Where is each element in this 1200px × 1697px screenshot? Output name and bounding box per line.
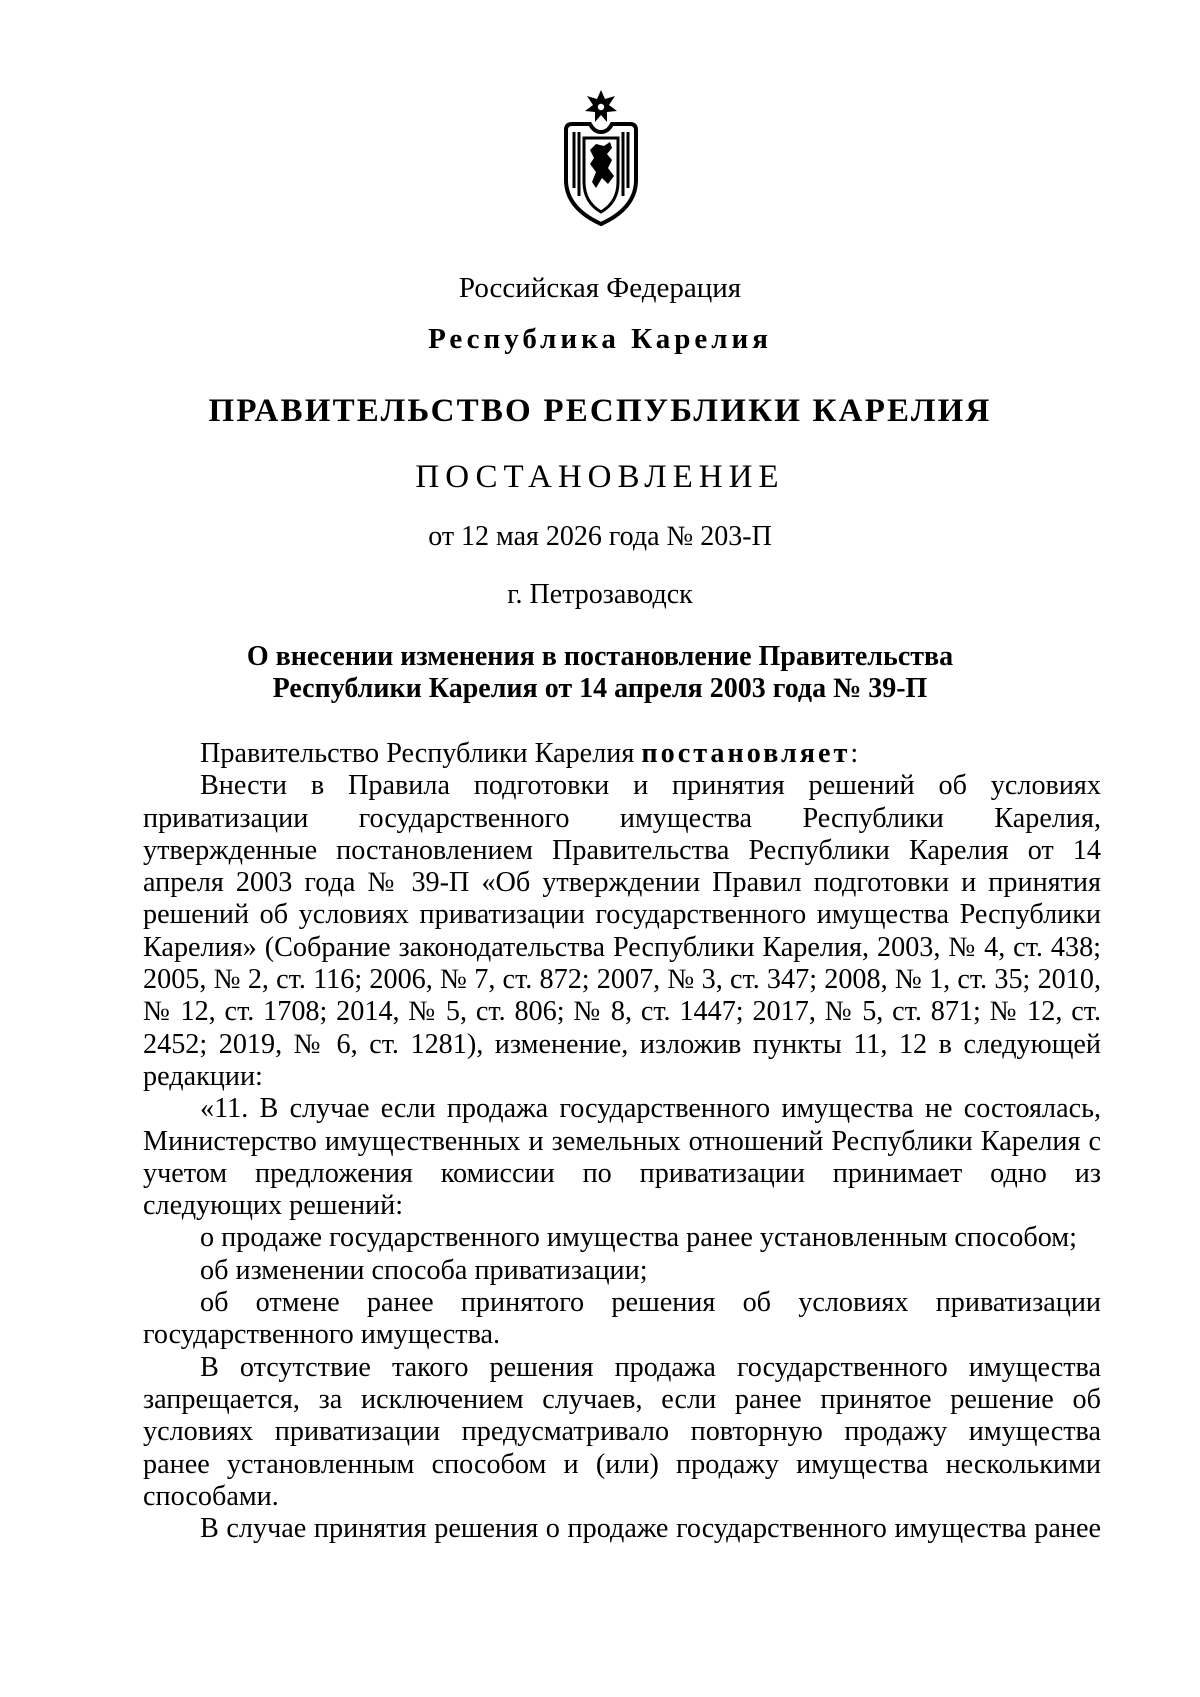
document-type: ПОСТАНОВЛЕНИЕ: [415, 459, 785, 495]
paragraph-7: В случае принятия решения о продаже государственного имущества ранее: [200, 1513, 1101, 1545]
preamble-verb: постановляет: [641, 738, 851, 769]
paragraph-4: об изменении способа приватизации;: [200, 1254, 648, 1286]
republic-heading: Республика Карелия: [428, 323, 772, 355]
preamble-colon: :: [850, 738, 859, 769]
preamble-text: Правительство Республики Карелия: [200, 738, 642, 769]
paragraph-2: «11. В случае если продажа государственного имущества не состоялась, Министерство имущественных и земельных отношений Республики Карелия с учетом предложения комиссии по приватизации принимает одно из следующих решений:: [143, 1093, 1101, 1222]
city: г. Петрозаводск: [507, 579, 693, 610]
paragraph-3: о продаже государственного имущества ранее установленным способом;: [200, 1222, 1077, 1254]
document-subject: [0, 641, 1200, 705]
date-number: от 12 мая 2026 года № 203-П: [428, 521, 772, 552]
paragraph-5: об отмене ранее принятого решения об условиях приватизации государственного имущества.: [143, 1287, 1101, 1351]
paragraph-6: В отсутствие такого решения продажа государственного имущества запрещается, за исключением случаев, если ранее принятое решение об условиях приватизации предусматривало повторную продажу имущества ранее установленным способом и (или) продажу имущества несколькими способами.: [143, 1351, 1101, 1512]
paragraph-1: Внести в Правила подготовки и принятия решений об условиях приватизации государственного имущества Республики Карелия, утвержденные постановлением Правительства Республики Карелия от 14 апреля 2003 года № 39-П «Об утверждении Правил подготовки и принятия решений об условиях приватизации государственного имущества Республики Карелия» (Собрание законодательства Республики Карелия, 2003, № 4, ст. 438; 2005, № 2, ст. 116; 2006, № 7, ст. 872; 2007, № 3, ст. 347; 2008, № 1, ст. 35; 2010, № 12, ст. 1708; 2014, № 5, ст. 806; № 8, ст. 1447; 2017, № 5, ст. 871; № 12, ст. 2452; 2019, № 6, ст. 1281), изменение, изложив пункты 11, 12 в следующей редакции:: [143, 770, 1101, 1092]
federation-heading: Российская Федерация: [458, 272, 742, 304]
preamble: [143, 738, 1101, 770]
subject-line-1: О внесении изменения в постановление Правительства: [246, 641, 954, 672]
bear-icon: [590, 142, 614, 188]
coat-of-arms-emblem: [560, 88, 642, 228]
subject-line-2: Республики Карелия от 14 апреля 2003 года № 39-П: [272, 673, 928, 704]
government-heading: ПРАВИТЕЛЬСТВО РЕСПУБЛИКИ КАРЕЛИЯ: [208, 393, 992, 429]
document-body: [143, 738, 1101, 1545]
